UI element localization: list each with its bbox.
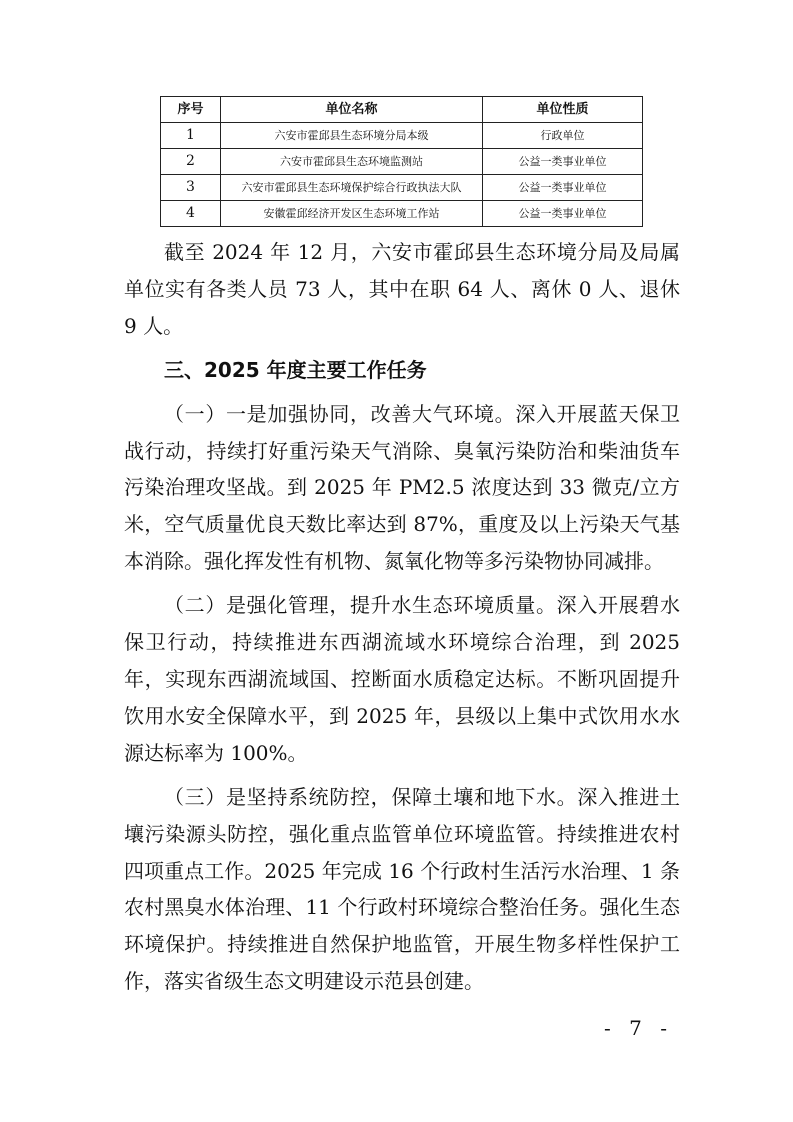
- table-row: [161, 201, 643, 227]
- table-row: [161, 175, 643, 201]
- row-unit-type: 公益一类事业单位: [483, 201, 643, 227]
- row-unit-name: 六安市霍邱县生态环境保护综合行政执法大队: [221, 175, 483, 201]
- task3-paragraph: （三）是坚持系统防控，保障土壤和地下水。深入推进土壤污染源头防控，强化重点监管单位环境监管。持续推进农村四项重点工作。2025 年完成 16 个行政村生活污水治理、1 条农村黑臭水体治理、11 个行政村环境综合整治任务。强化生态环境保护。持续推进自然保护地监管，开展生物多样性保护工作，落实省级生态文明建设示范县创建。: [124, 784, 680, 994]
- row-unit-type: 公益一类事业单位: [483, 149, 643, 175]
- table-row: [161, 149, 643, 175]
- units-table: [160, 96, 643, 227]
- row-unit-name: 六安市霍邱县生态环境分局本级: [221, 123, 483, 149]
- header-index: 序号: [161, 97, 221, 123]
- row-unit-name: 六安市霍邱县生态环境监测站: [221, 149, 483, 175]
- staff-paragraph: 截至 2024 年 12 月，六安市霍邱县生态环境分局及局属单位实有各类人员 73 人，其中在职 64 人、离休 0 人、退休 9 人。: [124, 240, 680, 338]
- table-row: [161, 123, 643, 149]
- task1-paragraph: （一）一是加强协同，改善大气环境。深入开展蓝天保卫战行动，持续打好重污染天气消除、臭氧污染防治和柴油货车污染治理攻坚战。到 2025 年 PM2.5 浓度达到 33 微克/立方米，空气质量优良天数比率达到 87%，重度及以上污染天气基本消除。强化挥发性有机物、氮氧化物等多污染物协同减排。: [124, 401, 680, 574]
- header-unit-name: 单位名称: [221, 97, 483, 123]
- page-number: - 7 -: [604, 1016, 673, 1040]
- section-heading: 三、2025 年度主要工作任务: [164, 357, 427, 382]
- row-unit-type: 公益一类事业单位: [483, 175, 643, 201]
- row-index: 2: [161, 149, 221, 175]
- task2-paragraph: （二）是强化管理，提升水生态环境质量。深入开展碧水保卫行动，持续推进东西湖流域水环境综合治理，到 2025 年，实现东西湖流域国、控断面水质稳定达标。不断巩固提升饮用水安全保障水平，到 2025 年，县级以上集中式饮用水水源达标率为 100%。: [124, 593, 680, 765]
- row-index: 4: [161, 201, 221, 227]
- document-body: [124, 234, 680, 1000]
- row-index: 1: [161, 123, 221, 149]
- row-index: 3: [161, 175, 221, 201]
- table-header-row: [161, 97, 643, 123]
- row-unit-name: 安徽霍邱经济开发区生态环境工作站: [221, 201, 483, 227]
- header-unit-type: 单位性质: [483, 97, 643, 123]
- row-unit-type: 行政单位: [483, 123, 643, 149]
